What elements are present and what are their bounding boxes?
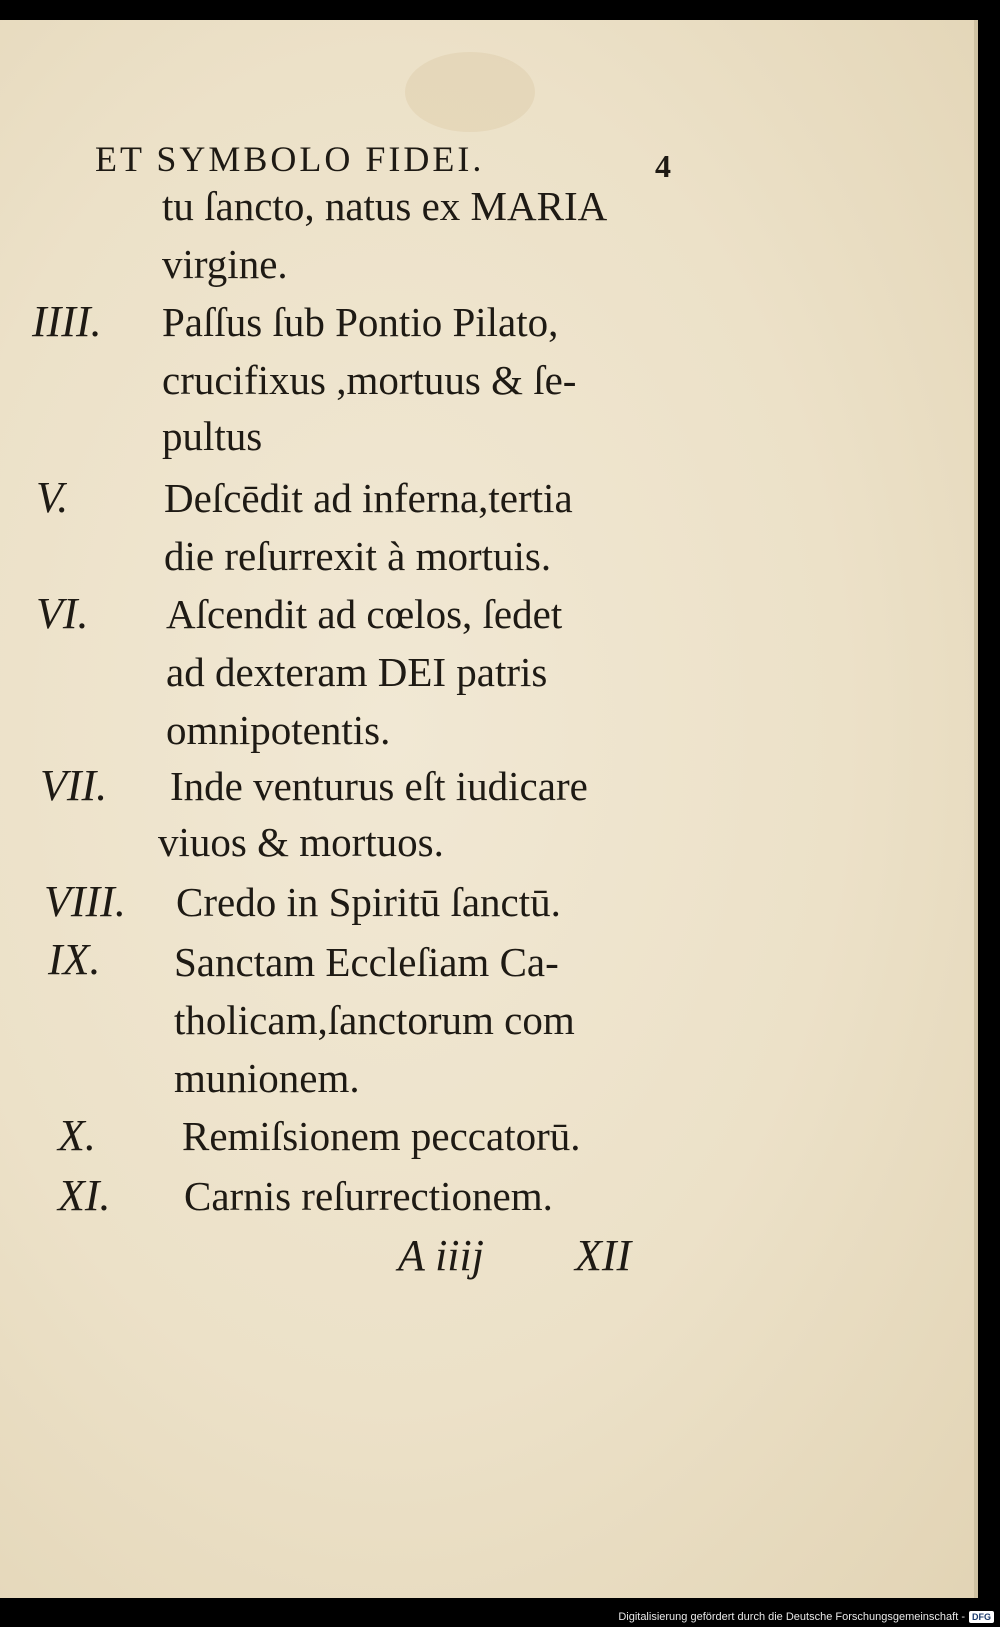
article-number: XI.	[58, 1171, 111, 1220]
article-number: IX.	[48, 935, 101, 984]
text-line: Paſſus ſub Pontio Pilato,	[162, 299, 559, 345]
catchword: XII	[575, 1231, 632, 1280]
text-line: crucifixus ,mortuus & ſe-	[162, 357, 577, 403]
text-line: pultus	[162, 413, 263, 459]
text-line: Deſcēdit ad inferna,tertia	[164, 475, 573, 521]
text-line: Carnis reſurrectionem.	[184, 1173, 553, 1219]
text-line: omnipotentis.	[166, 707, 391, 753]
text-line: Aſcendit ad cœlos, ſedet	[166, 591, 563, 637]
digitization-credit	[618, 1611, 994, 1623]
text-line: viuos & mortuos.	[158, 819, 444, 865]
text-line: tholicam,ſanctorum com	[174, 997, 575, 1043]
dfg-logo: DFG	[969, 1611, 994, 1623]
text-line: tu ſancto, natus ex MARIA	[162, 183, 608, 229]
text-line: virgine.	[162, 241, 288, 287]
text-line: Sanctam Eccleſiam Ca-	[174, 939, 559, 985]
text-line: Inde venturus eſt iudicare	[170, 763, 588, 809]
article-number: X.	[58, 1111, 96, 1160]
paper-stain	[405, 52, 535, 132]
article-number: VI.	[36, 589, 89, 638]
article-number: IIII.	[32, 297, 102, 346]
text-line: Credo in Spiritū ſanctū.	[176, 879, 561, 925]
page-number: 4	[655, 148, 671, 184]
running-title: ET SYMBOLO FIDEI.	[95, 139, 485, 179]
text-line: munionem.	[174, 1055, 360, 1101]
article-number: VIII.	[44, 877, 126, 926]
text-line: Remiſsionem peccatorū.	[182, 1113, 581, 1159]
book-page	[0, 20, 978, 1598]
article-number: VII.	[40, 761, 108, 810]
signature-mark: A iiij	[398, 1231, 484, 1280]
article-number: V.	[36, 473, 69, 522]
text-line: die reſurrexit à mortuis.	[164, 533, 552, 579]
footer-text: Digitalisierung gefördert durch die Deutsche Forschungsgemeinschaft -	[618, 1611, 965, 1623]
text-line: ad dexteram DEI patris	[166, 649, 548, 695]
